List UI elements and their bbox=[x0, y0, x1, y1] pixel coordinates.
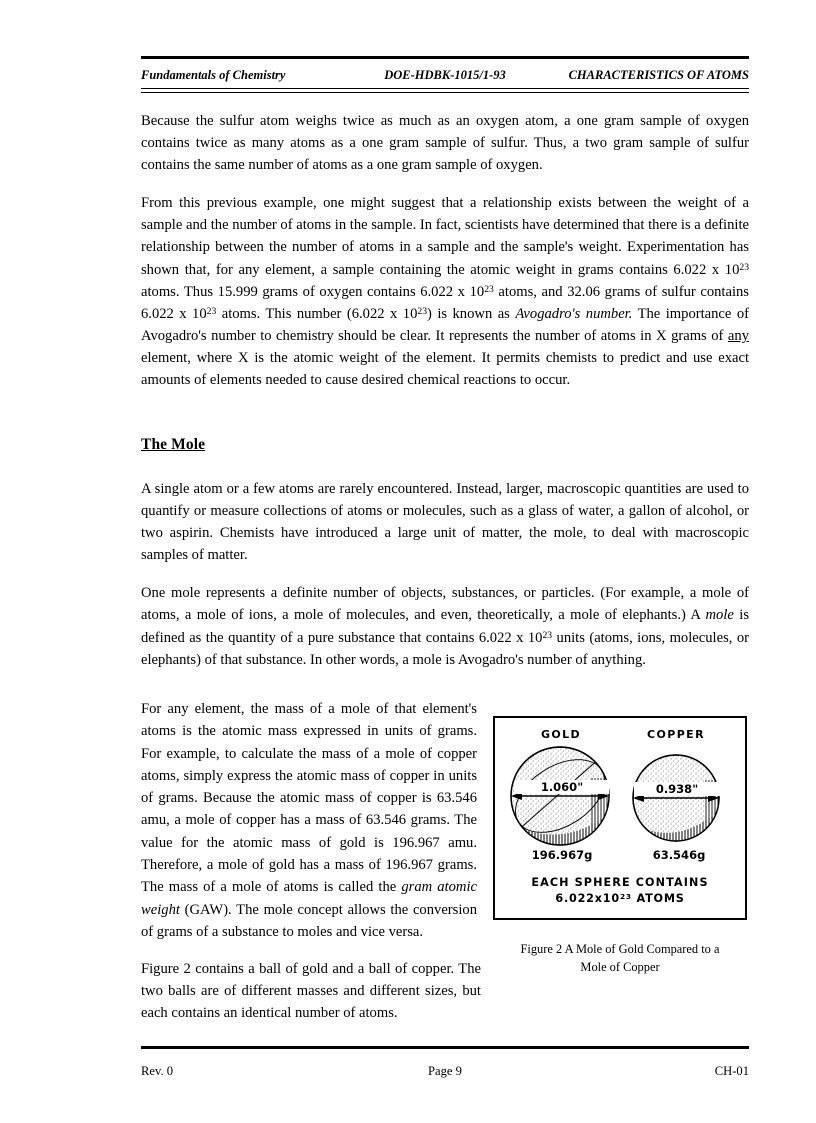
page-header bbox=[141, 68, 749, 86]
paragraph-text-part: One mole represents a definite number of objects, substances, or particles. (For example, a mole of atoms, a mole of ions, a mole of molecules, and even, theoretically, a mole of elephants.) A bbox=[141, 585, 749, 624]
exponent: 23 bbox=[206, 305, 217, 317]
figure-copper-diameter: 0.938" bbox=[634, 782, 720, 796]
emphasis-any: any bbox=[727, 327, 749, 344]
paragraph-text: A single atom or a few atoms are rarely encountered. Instead, larger, macroscopic quantities are used to quantify or measure collections of atoms or molecules, such as a glass of water, a gallon of alcohol, or two aspirin. Chemists have introduced a large unit of matter, the mole, to deal with macroscopic samples of matter. bbox=[141, 481, 749, 564]
term-avogadros-number: Avogadro's number. bbox=[515, 305, 633, 322]
gold-sphere-graphic bbox=[503, 745, 618, 848]
paragraph-text: Because the sulfur atom weighs twice as much as an oxygen atom, a one gram sample of oxygen contains twice as many atoms as a one gram sample of sulfur. Thus, a two gram sample of sulfur contains the same number of atoms as a one gram sample of oxygen. bbox=[141, 113, 749, 174]
figure-2-caption bbox=[493, 940, 747, 976]
exponent: 23 bbox=[417, 305, 427, 317]
exponent: 23 bbox=[739, 261, 749, 273]
term-gram-atomic-weight: gram atomic weight bbox=[141, 879, 477, 918]
footer-chapter-id: CH-01 bbox=[714, 1064, 749, 1078]
paragraph-mole-definition bbox=[141, 582, 749, 670]
figure-note-line2 bbox=[495, 892, 745, 905]
figure-2-box bbox=[493, 716, 747, 920]
paragraph-sulfur-oxygen bbox=[141, 110, 749, 176]
section-heading-wrapper bbox=[141, 436, 749, 454]
page-footer bbox=[141, 1064, 749, 1082]
paragraph-text-part: From this previous example, one might suggest that a relationship exists between the weight of a sample and the number of atoms in the sample. In fact, scientists have determined that there is a definite relationship between the number of atoms in a sample and the sample's weight. Experimentation has shown that, for any element, a sample containing the atomic weight in grams contains 6.022 x 10 bbox=[141, 195, 749, 278]
paragraph-text-part: is defined as the quantity of a pure substance that contains 6.022 x 10 bbox=[141, 607, 749, 646]
paragraph-text-part: atoms. Thus 15.999 grams of oxygen contains 6.022 x 10 bbox=[141, 283, 485, 300]
body-text-column bbox=[141, 110, 749, 407]
figure-gold-diameter: 1.060" bbox=[515, 780, 609, 794]
copper-sphere-graphic bbox=[633, 755, 719, 843]
header-rule-bottom bbox=[141, 88, 749, 93]
header-rule-top bbox=[141, 56, 749, 59]
paragraph-text-part: The importance of Avogadro's number to chemistry should be clear. It represents the number of atoms in X grams of bbox=[141, 305, 750, 344]
figure-label-gold: GOLD bbox=[540, 728, 582, 741]
paragraph-avogadro bbox=[141, 192, 749, 391]
figure-note-line1: EACH SPHERE CONTAINS bbox=[531, 876, 709, 889]
footer-rule bbox=[141, 1046, 749, 1049]
paragraph-text-part: ) is known as bbox=[427, 305, 516, 322]
figure-note-base: 6.022x10 bbox=[555, 892, 620, 905]
paragraph-text-part: (GAW). The mole concept allows the conversion of grams of a substance to moles and vice versa. bbox=[141, 901, 477, 940]
figure-copper-mass: 63.546g bbox=[652, 848, 706, 862]
exponent: 23 bbox=[542, 629, 553, 641]
header-left-title: Fundamentals of Chemistry bbox=[141, 68, 286, 82]
term-mole: mole bbox=[705, 607, 734, 624]
bottom-left-text bbox=[141, 958, 481, 1024]
figure-inner bbox=[495, 718, 745, 918]
section-heading-the-mole: The Mole bbox=[141, 436, 206, 453]
paragraph-text-part: atoms, and 32.06 grams of sulfur contains 6.022 x 10 bbox=[141, 283, 749, 322]
figure-note-exponent: 23 bbox=[619, 891, 632, 901]
paragraph-text: Figure 2 contains a ball of gold and a ball of copper. The two balls are of different masses and different sizes, but each contains an identical number of atoms. bbox=[141, 961, 481, 1022]
header-document-id: DOE-HDBK-1015/1-93 bbox=[384, 68, 506, 82]
paragraph-text-part: For any element, the mass of a mole of that element's atoms is the atomic mass expressed in units of grams. For example, to calculate the mass of a mole of copper atoms, simply express the atomic mass of copper in units of grams. Because the atomic mass of copper is 63.546 amu, a mole of copper has a mass of 63.546 grams. The value for the atomic mass of gold is 196.967 amu. Therefore, a mole of gold has a mass of 196.967 grams. The mass of a mole of atoms is called the bbox=[141, 701, 477, 896]
footer-revision: Rev. 0 bbox=[141, 1064, 174, 1078]
figure-label-copper: COPPER bbox=[647, 728, 705, 741]
paragraph-gram-atomic-weight bbox=[141, 698, 477, 943]
paragraph-text-part: units (atoms, ions, molecules, or elephants) of that substance. In other words, a mole is Avogadro's number of anything. bbox=[141, 629, 749, 668]
exponent: 23 bbox=[484, 283, 494, 295]
figure-note-suffix: ATOMS bbox=[631, 892, 685, 905]
paragraph-figure-description bbox=[141, 958, 481, 1024]
left-column-text bbox=[141, 698, 477, 943]
figure-caption-line2: Mole of Copper bbox=[580, 960, 660, 974]
mole-section-text bbox=[141, 478, 749, 671]
paragraph-macroscopic bbox=[141, 478, 749, 566]
figure-gold-mass: 196.967g bbox=[531, 848, 593, 862]
figure-caption-line1: Figure 2 A Mole of Gold Compared to a bbox=[520, 942, 720, 956]
header-right-title: CHARACTERISTICS OF ATOMS bbox=[568, 68, 749, 82]
footer-page-number: Page 9 bbox=[428, 1064, 462, 1078]
paragraph-text-part: element, where X is the atomic weight of the element. It permits chemists to predict and use exact amounts of elements needed to cause desired chemical reactions to occur. bbox=[141, 349, 749, 389]
paragraph-text-part: atoms. This number (6.022 x 10 bbox=[216, 305, 418, 322]
